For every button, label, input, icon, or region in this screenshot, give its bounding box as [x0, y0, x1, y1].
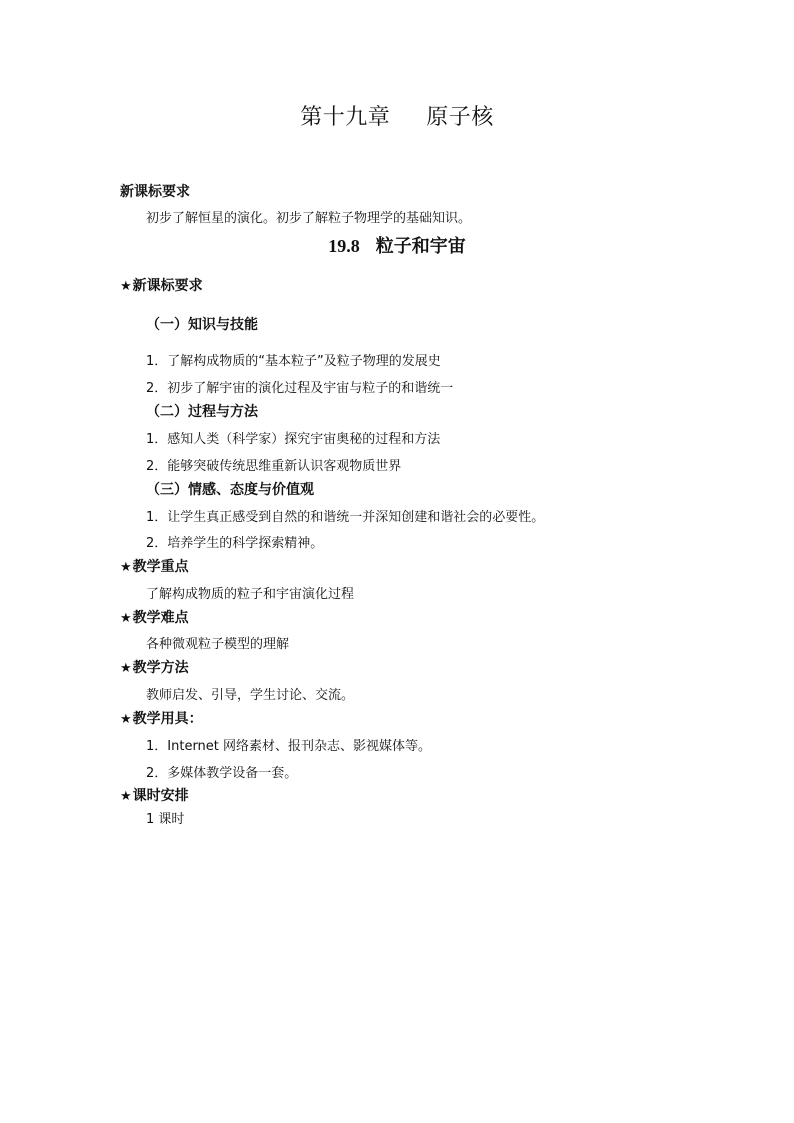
star-icon: ★ — [120, 661, 132, 676]
difficulties-heading — [120, 607, 189, 627]
chapter-name: 原子核 — [426, 105, 494, 130]
difficulties-text: 各种微观粒子模型的理解 — [146, 637, 290, 652]
star-icon: ★ — [120, 560, 132, 575]
requirements-heading — [120, 275, 203, 295]
tools-heading-text: 教学用具： — [132, 711, 203, 727]
intro-text: 初步了解恒星的演化。初步了解粒子物理学的基础知识。 — [146, 211, 472, 226]
key-points-text: 了解构成物质的粒子和宇宙演化过程 — [146, 587, 355, 602]
schedule-heading — [120, 785, 189, 805]
knowledge-item-1: 1．了解构成物质的“基本粒子”及粒子物理的发展史 — [146, 354, 441, 369]
tools-item-2: 2．多媒体教学设备一套。 — [146, 766, 298, 781]
requirements-heading-text: 新课标要求 — [132, 278, 203, 294]
chapter-number: 第十九章 — [300, 105, 391, 130]
key-points-heading — [120, 556, 189, 576]
section-name: 粒子和宇宙 — [375, 236, 466, 257]
section-title — [0, 232, 794, 258]
schedule-heading-text: 课时安排 — [132, 788, 189, 804]
section-number: 19.8 — [328, 236, 360, 256]
methods-heading — [120, 657, 189, 677]
process-item-1: 1．感知人类（科学家）探究宇宙奥秘的过程和方法 — [146, 432, 441, 447]
knowledge-heading: （一）知识与技能 — [146, 317, 258, 333]
process-heading: （二）过程与方法 — [146, 404, 258, 420]
star-icon: ★ — [120, 789, 132, 804]
tools-heading — [120, 708, 203, 728]
chapter-title — [0, 100, 794, 131]
star-icon: ★ — [120, 712, 132, 727]
star-icon: ★ — [120, 279, 132, 294]
star-icon: ★ — [120, 611, 132, 626]
methods-text: 教师启发、引导，学生讨论、交流。 — [146, 688, 355, 703]
schedule-text: 1 课时 — [146, 812, 185, 827]
knowledge-item-2: 2．初步了解宇宙的演化过程及宇宙与粒子的和谐统一 — [146, 381, 454, 396]
intro-heading: 新课标要求 — [120, 184, 190, 200]
tools-item-1: 1．Internet 网络素材、报刊杂志、影视媒体等。 — [146, 739, 432, 754]
difficulties-heading-text: 教学难点 — [132, 610, 189, 626]
key-points-heading-text: 教学重点 — [132, 559, 189, 575]
methods-heading-text: 教学方法 — [132, 660, 189, 676]
process-item-2: 2．能够突破传统思维重新认识客观物质世界 — [146, 459, 402, 474]
emotion-item-2: 2．培养学生的科学探索精神。 — [146, 536, 324, 551]
emotion-item-1: 1．让学生真正感受到自然的和谐统一并深知创建和谐社会的必要性。 — [146, 510, 545, 525]
emotion-heading: （三）情感、态度与价值观 — [146, 482, 314, 498]
